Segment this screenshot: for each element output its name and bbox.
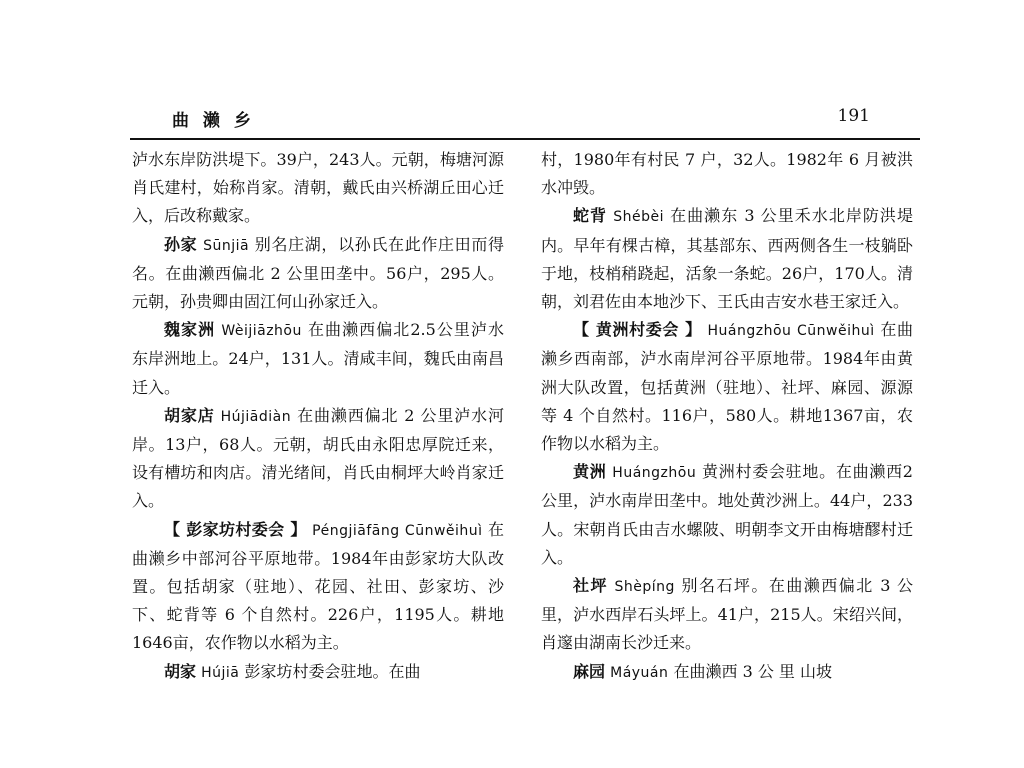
entry-text: 彭家坊村委会驻地。在曲 — [239, 661, 421, 681]
entry-text: 别名庄湖，以孙氏在此作庄田而得名。在曲濑西偏北 2 公里田垄中。56户，295人。元朝，孙贵卿由固江何山孙家迁入。 — [132, 234, 504, 312]
entry-term: 蛇背 — [573, 206, 608, 226]
entry-term: 胡家店 — [164, 405, 215, 425]
page-number: 191 — [837, 106, 870, 126]
entry-pinyin: Huángzhōu Cūnwěihuì — [707, 323, 875, 340]
right-column — [541, 146, 913, 687]
entry-pinyin: Shébèi — [613, 209, 664, 226]
entry-huangzhou-committee — [541, 316, 913, 458]
entry-pinyin: Huángzhōu — [612, 465, 697, 482]
entry-text: 在曲濑西 3 公 里 山坡 — [668, 661, 833, 681]
entry-mayuan — [541, 658, 913, 687]
running-header-title: 曲 濑 乡 — [172, 111, 255, 131]
entry-text: 在曲濑乡中部河谷平原地带。1984年由彭家坊大队改置。包括胡家（驻地）、花园、社田、彭家坊、沙下、蛇背等 6 个自然村。226户，1195人。耕地1646亩，农作物以水稻为主。 — [132, 519, 504, 653]
entry-continuation — [541, 146, 913, 202]
entry-text: 在曲濑西偏北 2 公里泸水河岸。13户，68人。元朝，胡氏由永阳忠厚院迁来，设有槽坊和肉店。清光绪间，肖氏由桐坪大岭肖家迁入。 — [132, 405, 504, 511]
page-header — [130, 104, 920, 140]
entry-text: 黄洲村委会驻地。在曲濑西2公里，泸水南岸田垄中。地处黄沙洲上。44户，233人。宋朝肖氏由吉水螺陂、明朝李文开由梅塘醪村迁入。 — [541, 462, 913, 567]
entry-term: 胡家 — [164, 661, 197, 681]
entry-pengjiafang-committee — [132, 516, 504, 658]
entry-pinyin: Hújiā — [201, 664, 240, 681]
entry-term: 孙家 — [164, 234, 198, 254]
left-column — [132, 146, 504, 687]
entry-pinyin: Shèpíng — [614, 579, 675, 596]
entry-text: 在曲濑西偏北2.5公里泸水东岸洲地上。24户，131人。清咸丰间，魏氏由南昌迁入。 — [132, 320, 504, 397]
entry-term: 麻园 — [573, 661, 606, 681]
entry-hujia — [132, 658, 504, 687]
entry-term: 【 黄洲村委会 】 — [573, 320, 702, 340]
entry-weijiazhou — [132, 316, 504, 402]
entry-pinyin: Hújiādiàn — [220, 408, 292, 425]
entry-text: 村，1980年有村民 7 户，32人。1982年 6 月被洪水冲毁。 — [541, 150, 913, 198]
entry-text: 在曲濑东 3 公里禾水北岸防洪堤内。早年有棵古樟，其基部东、西两侧各生一枝躺卧于地，枝梢稍跷起，活象一条蛇。26户，170人。清朝，刘君佐由本地沙下、王氏由吉安水巷王家迁入。 — [541, 206, 913, 312]
entry-continuation — [132, 146, 504, 231]
entry-pinyin: Sūnjiā — [203, 237, 250, 254]
entry-term: 社坪 — [573, 576, 608, 596]
entry-term: 魏家洲 — [164, 320, 216, 340]
entry-term: 【 彭家坊村委会 】 — [164, 519, 307, 539]
entry-text: 别名石坪。在曲濑西偏北 3 公里，泸水西岸石头坪上。41户，215人。宋绍兴间，肖邃由湖南长沙迁来。 — [541, 576, 913, 653]
entry-text: 在曲濑乡西南部，泸水南岸河谷平原地带。1984年由黄洲大队改置，包括黄洲（驻地）、社坪、麻园、源源等 4 个自然村。116户，580人。耕地1367亩，农作物以水稻为主。 — [541, 320, 913, 454]
entry-term: 黄洲 — [573, 462, 607, 482]
entry-hujiadian — [132, 402, 504, 516]
entry-pinyin: Péngjiāfāng Cūnwěihuì — [312, 522, 483, 539]
entry-pinyin: Máyuán — [610, 664, 669, 681]
entry-shebei — [541, 202, 913, 316]
entry-huangzhou — [541, 458, 913, 572]
entry-text: 泸水东岸防洪堤下。39户，243人。元朝，梅塘河源肖氏建村，始称肖家。清朝，戴氏由兴桥湖丘田心迁入，后改称戴家。 — [132, 150, 504, 226]
entry-sheping — [541, 572, 913, 658]
entry-pinyin: Wèijiāzhōu — [221, 323, 302, 340]
entry-sunjia — [132, 231, 504, 317]
